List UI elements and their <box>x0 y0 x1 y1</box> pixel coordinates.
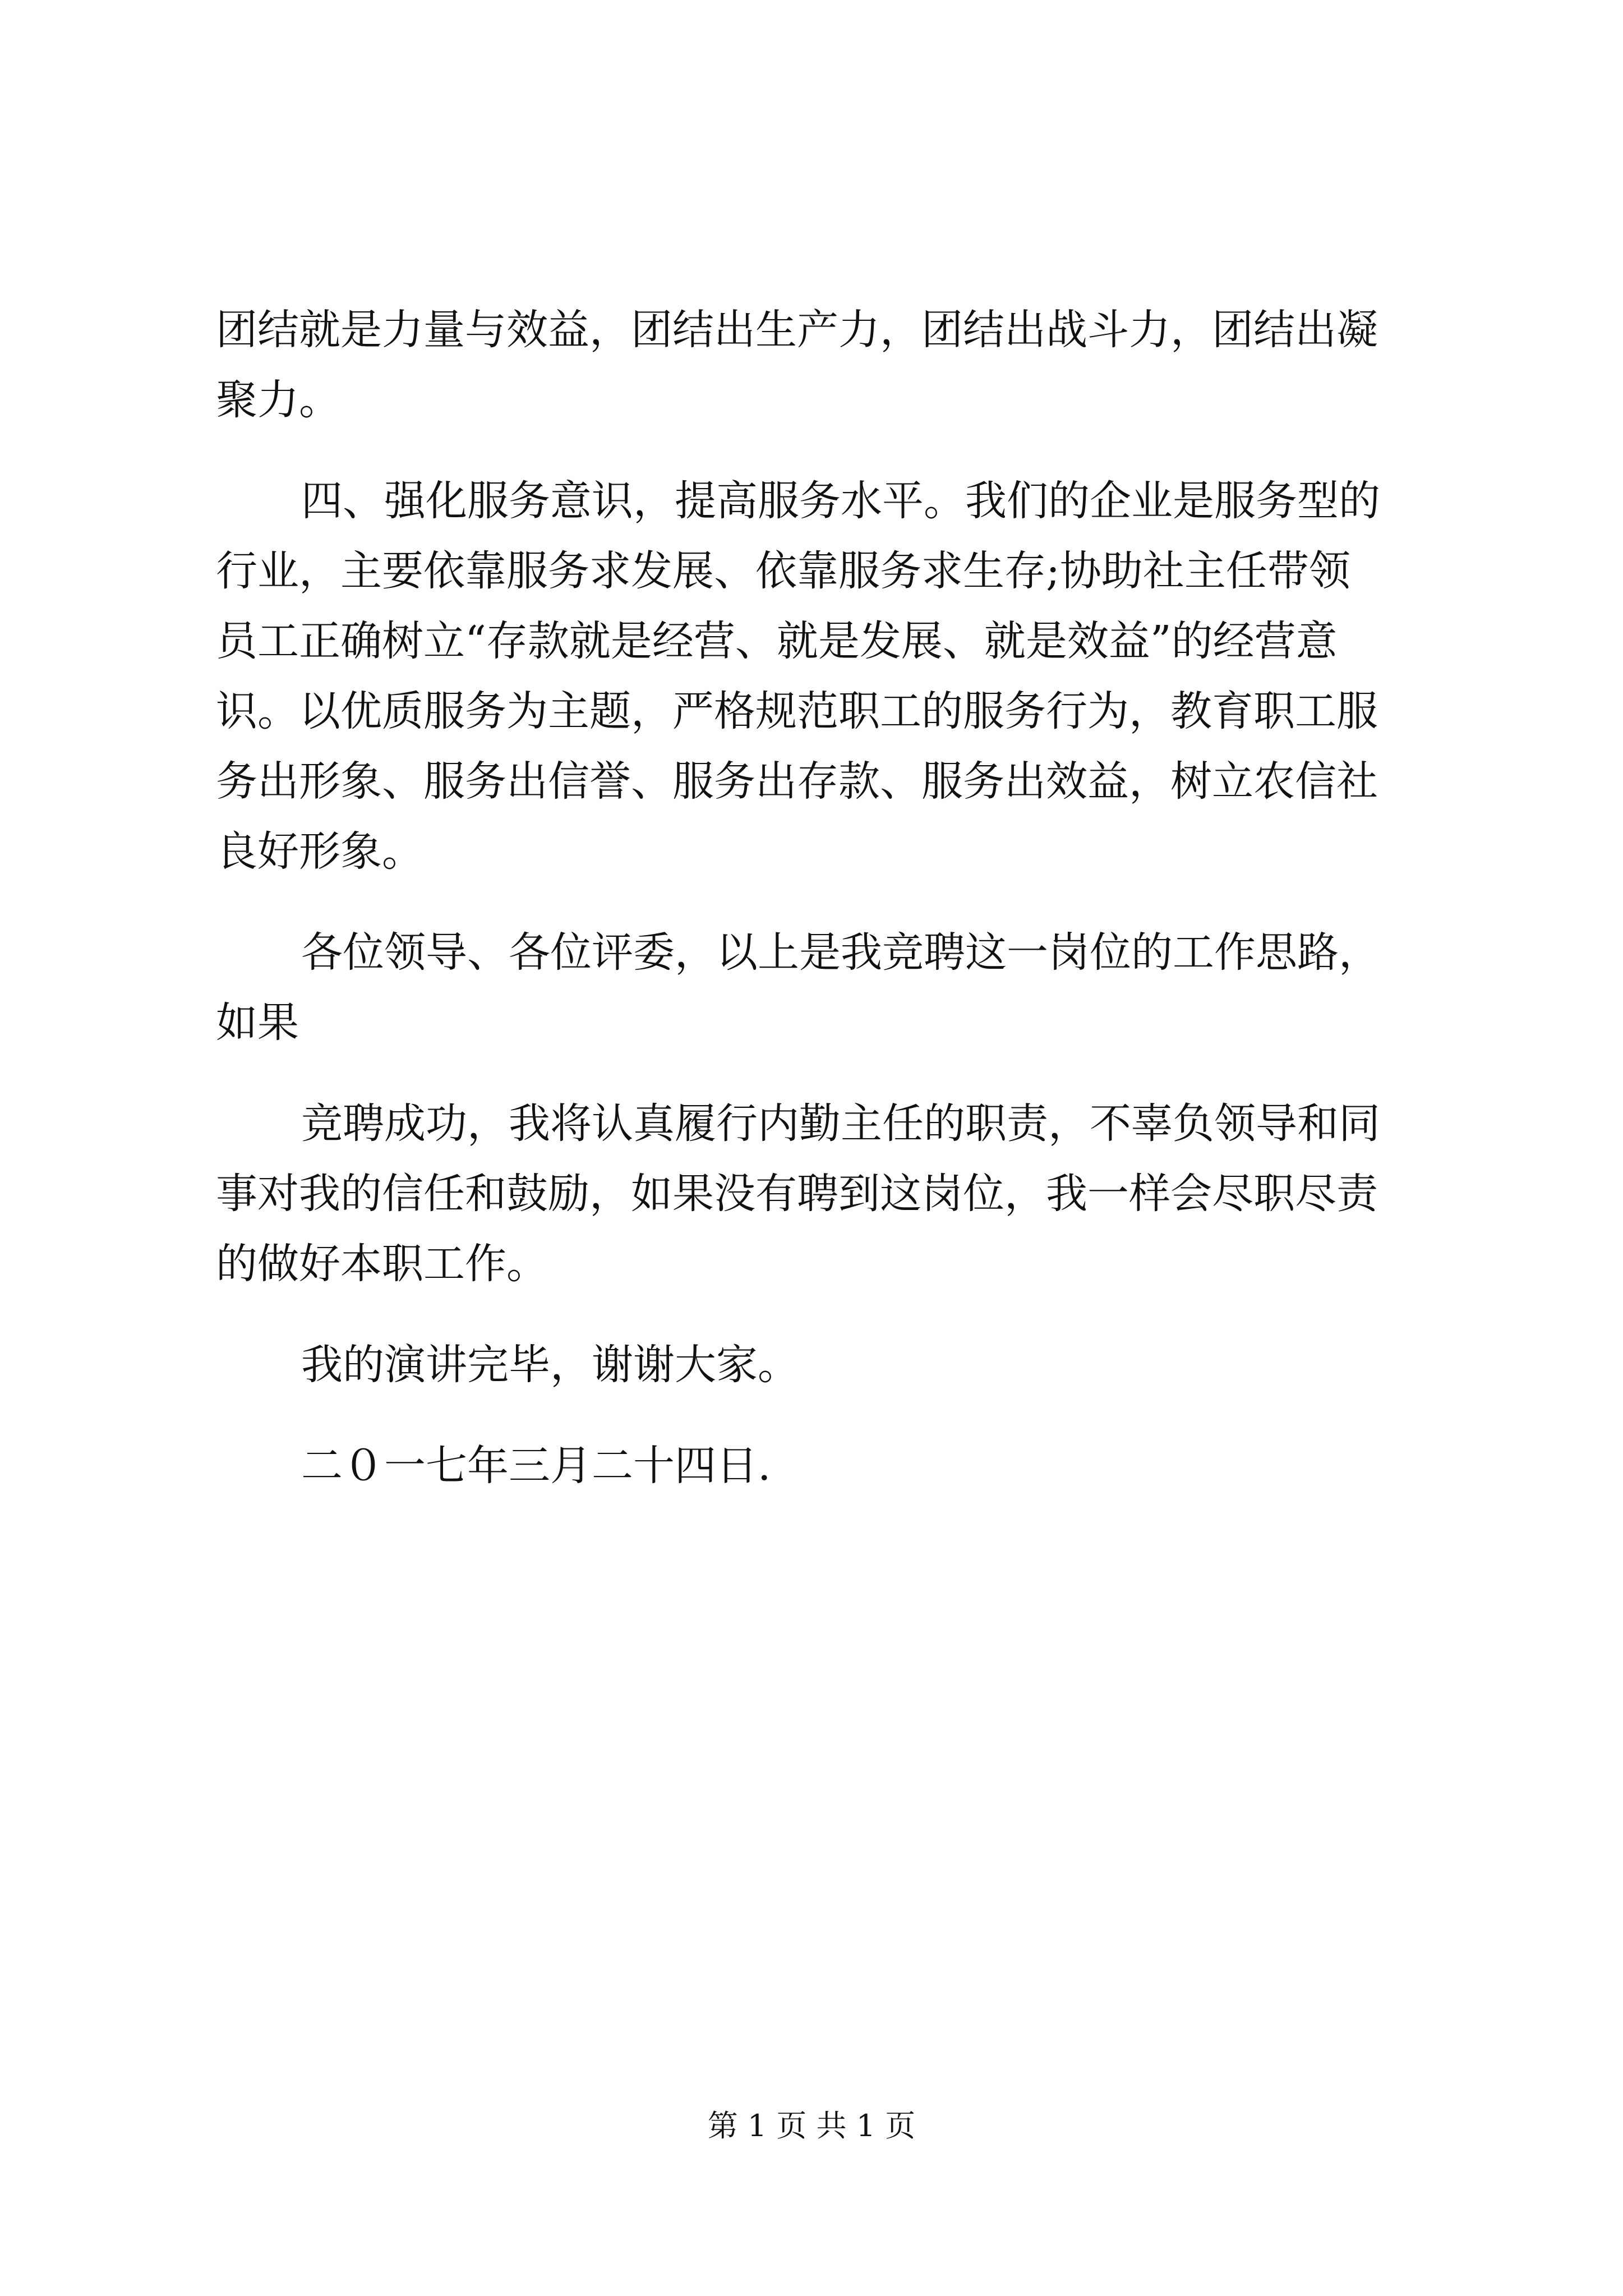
text-line: 团结就是力量与效益，团结出生产力，团结出战斗力，团结出凝 <box>216 306 1378 354</box>
text-line: 二０一七年三月二十四日. <box>301 1442 771 1490</box>
text-line: 的做好本职工作。 <box>216 1240 548 1288</box>
text-line: 四、强化服务意识，提高服务水平。我们的企业是服务型的 <box>301 477 1380 525</box>
text-line: 聚力。 <box>216 376 340 424</box>
text-line: 员工正确树立“存款就是经营、就是发展、就是效益”的经营意 <box>216 617 1338 665</box>
page-number-footer: 第 1 页 共 1 页 <box>707 2108 916 2143</box>
text-line: 行业，主要依靠服务求发展、依靠服务求生存;协助社主任带领 <box>216 547 1350 595</box>
text-line: 识。以优质服务为主题，严格规范职工的服务行为，教育职工服 <box>216 687 1378 735</box>
text-line: 务出形象、服务出信誉、服务出存款、服务出效益，树立农信社 <box>216 757 1378 806</box>
text-line: 良好形象。 <box>216 827 423 876</box>
text-line: 各位领导、各位评委，以上是我竞聘这一岗位的工作思路， <box>301 928 1380 977</box>
text-line: 事对我的信任和鼓励，如果没有聘到这岗位，我一样会尽职尽责 <box>216 1170 1378 1218</box>
text-line: 如果 <box>216 999 299 1047</box>
text-line: 我的演讲完毕，谢谢大家。 <box>301 1341 799 1389</box>
text-line: 竞聘成功，我将认真履行内勤主任的职责，不辜负领导和同 <box>301 1099 1380 1148</box>
